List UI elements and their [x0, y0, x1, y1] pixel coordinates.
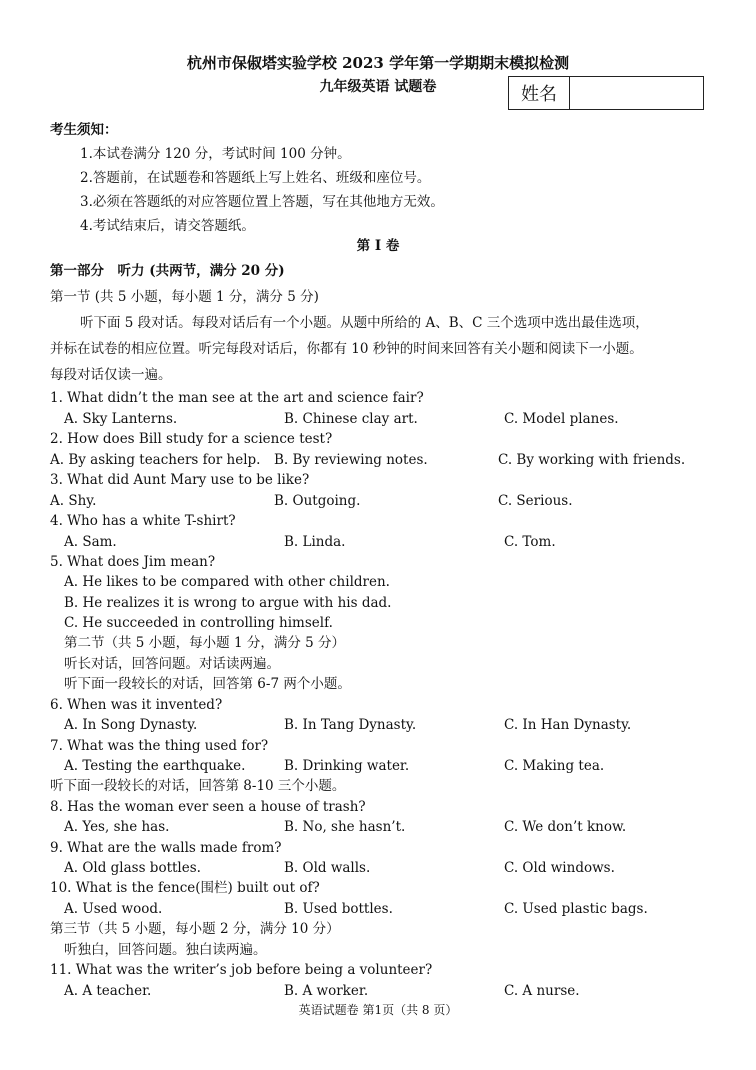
- option-a: A. Testing the earthquake.: [64, 758, 246, 774]
- section1-instruction: 并标在试卷的相应位置。听完每段对话后，你都有 10 秒钟的时间来回答有关小题和阅读下一小题。: [50, 341, 643, 357]
- notice-item: 3.必须在答题纸的对应答题位置上答题，写在其他地方无效。: [80, 194, 444, 210]
- question-text: 4. Who has a white T-shirt?: [50, 513, 236, 529]
- option-a: A. Used wood.: [64, 901, 163, 917]
- exam-title: 杭州市保俶塔实验学校 2023 学年第一学期期末模拟检测: [186, 54, 570, 72]
- question-text: 2. How does Bill study for a science test?: [50, 431, 333, 447]
- option-c: C. Used plastic bags.: [504, 901, 648, 917]
- option-a: A. Sam.: [64, 534, 117, 550]
- question-text: 3. What did Aunt Mary use to be like?: [50, 472, 310, 488]
- exam-subtitle: 九年级英语 试题卷: [319, 79, 437, 95]
- option-c: C. Serious.: [498, 493, 573, 509]
- option-c: C. Old windows.: [504, 860, 615, 876]
- section2-dialogue-note: 听下面一段较长的对话，回答第 8-10 三个小题。: [50, 778, 346, 794]
- option-b: B. Drinking water.: [284, 758, 410, 774]
- option-b: B. Linda.: [284, 534, 346, 550]
- volume-heading: 第 I 卷: [356, 238, 400, 254]
- option-b: B. A worker.: [284, 983, 369, 999]
- option-b: B. Used bottles.: [284, 901, 393, 917]
- part1-title: 第一部分 听力 (共两节，满分 20 分): [50, 263, 285, 279]
- option-a: A. Shy.: [50, 493, 97, 509]
- section1-instruction: 每段对话仅读一遍。: [50, 367, 172, 383]
- option-b: B. By reviewing notes.: [274, 452, 428, 468]
- notice-item: 4.考试结束后，请交答题纸。: [80, 218, 255, 234]
- option-c: C. Tom.: [504, 534, 556, 550]
- page-footer: 英语试题卷 第1页（共 8 页）: [298, 1003, 458, 1017]
- option-b: B. Old walls.: [284, 860, 371, 876]
- option-a: A. In Song Dynasty.: [64, 717, 198, 733]
- notice-heading: 考生须知：: [50, 122, 118, 138]
- option-c: C. Making tea.: [504, 758, 605, 774]
- option-a: A. He likes to be compared with other children.: [64, 574, 390, 590]
- notice-item: 2.答题前，在试题卷和答题纸上写上姓名、班级和座位号。: [80, 170, 431, 186]
- question-text: 11. What was the writer’s job before being a volunteer?: [50, 962, 433, 978]
- option-b: B. In Tang Dynasty.: [284, 717, 417, 733]
- question-text: 8. Has the woman ever seen a house of trash?: [50, 799, 366, 815]
- question-text: 9. What are the walls made from?: [50, 840, 282, 856]
- option-c: C. In Han Dynasty.: [504, 717, 632, 733]
- option-a: A. Sky Lanterns.: [64, 411, 178, 427]
- option-b: B. Chinese clay art.: [284, 411, 418, 427]
- section2-instruction: 听长对话，回答问题。对话读两遍。: [64, 656, 280, 672]
- question-text: 6. When was it invented?: [50, 697, 223, 713]
- option-a: A. A teacher.: [64, 983, 152, 999]
- option-c: C. Model planes.: [504, 411, 619, 427]
- question-text: 7. What was the thing used for?: [50, 738, 269, 754]
- question-text: 10. What is the fence(围栏) built out of?: [50, 880, 320, 896]
- option-b: B. No, she hasn’t.: [284, 819, 406, 835]
- option-a: A. Old glass bottles.: [64, 860, 201, 876]
- notice-item: 1.本试卷满分 120 分，考试时间 100 分钟。: [80, 146, 351, 162]
- option-c: C. A nurse.: [504, 983, 580, 999]
- option-a: A. By asking teachers for help.: [50, 452, 261, 468]
- question-text: 1. What didn’t the man see at the art and science fair?: [50, 390, 424, 406]
- section1-instruction: 听下面 5 段对话。每段对话后有一个小题。从题中所给的 A、B、C 三个选项中选出最佳选项，: [80, 315, 649, 331]
- option-c: C. He succeeded in controlling himself.: [64, 615, 333, 631]
- name-field[interactable]: [570, 77, 703, 109]
- section2-dialogue-note: 听下面一段较长的对话，回答第 6-7 两个小题。: [64, 676, 351, 692]
- option-c: C. We don’t know.: [504, 819, 627, 835]
- option-b: B. He realizes it is wrong to argue with his dad.: [64, 595, 392, 611]
- option-a: A. Yes, she has.: [64, 819, 170, 835]
- section2-title: 第二节（共 5 小题，每小题 1 分，满分 5 分）: [64, 635, 346, 651]
- name-label: 姓名: [509, 77, 570, 109]
- section1-title: 第一节 (共 5 小题，每小题 1 分，满分 5 分): [50, 289, 319, 305]
- name-box[interactable]: [508, 76, 704, 110]
- option-b: B. Outgoing.: [274, 493, 361, 509]
- section3-instruction: 听独白，回答问题。独白读两遍。: [64, 942, 267, 958]
- section3-title: 第三节（共 5 小题，每小题 2 分，满分 10 分）: [50, 921, 340, 937]
- option-c: C. By working with friends.: [498, 452, 686, 468]
- question-text: 5. What does Jim mean?: [50, 554, 216, 570]
